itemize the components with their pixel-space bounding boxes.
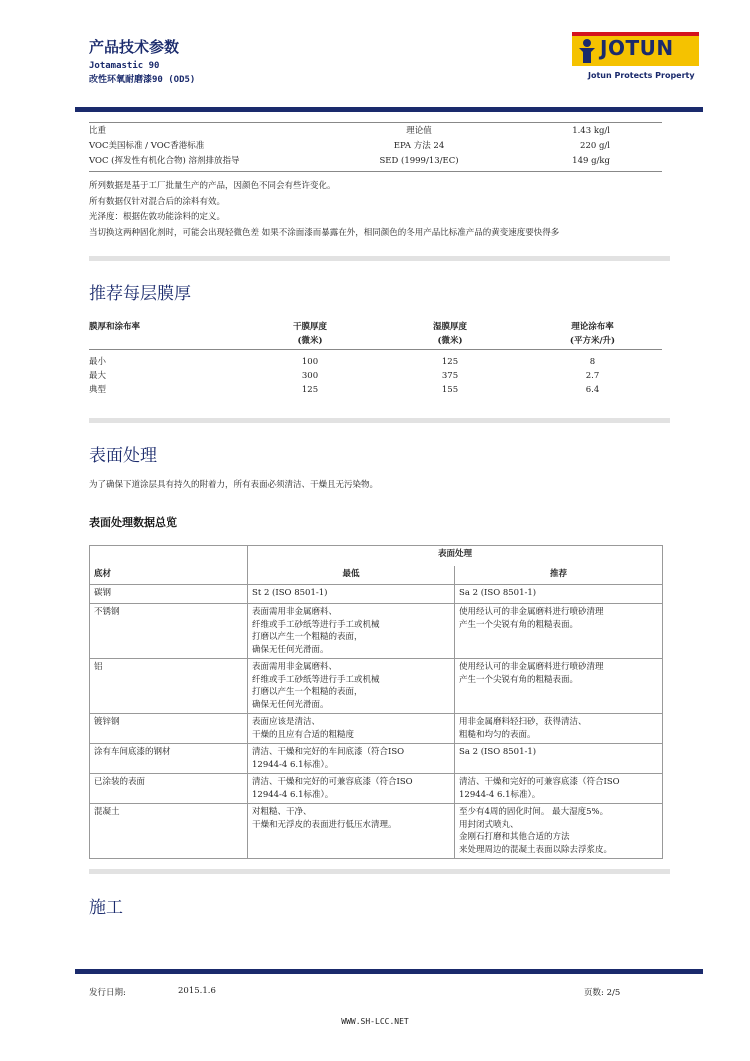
row-wft: 375	[441, 371, 459, 381]
table-row	[90, 744, 663, 774]
logo-wordmark: JOTUN	[600, 36, 674, 60]
surface-minimum-cell: 表面需用非金属磨料、 纤维或手工砂纸等进行手工或机械 打磨以产生一个粗糙的表面， 确保无任何光滑面。	[248, 659, 455, 714]
issue-date-label: 发行日期:	[89, 988, 126, 998]
surface-minimum-cell: St 2 (ISO 8501-1)	[248, 585, 455, 604]
note-line: 当切换这两种固化剂时，可能会出现轻微色差 如果不涂面漆而暴露在外，相同颜色的冬用产品比标准产品的黄变速度要快得多	[89, 227, 560, 238]
spec-row	[89, 154, 610, 169]
surface-substrate-cell: 涂有车间底漆的钢材	[90, 744, 248, 774]
spec-row	[89, 124, 610, 139]
row-wft: 155	[441, 385, 459, 395]
dft-header-line1: 干膜厚度	[292, 322, 327, 332]
surface-substrate-cell: 碳钢	[90, 585, 248, 604]
table-row	[89, 355, 649, 369]
surface-recommended-cell: Sa 2 (ISO 8501-1)	[455, 585, 663, 604]
note-line: 光泽度：根据佐敦功能涂料的定义。	[89, 212, 226, 222]
surface-recommended-cell: 使用经认可的非金属磨料进行喷砂清理 产生一个尖锐有角的粗糙表面。	[455, 604, 663, 659]
table-row	[90, 804, 663, 859]
row-rate: 2.7	[585, 371, 600, 381]
spec-bottom-rule	[89, 171, 662, 172]
surface-intro: 为了确保下道涂层具有持久的附着力，所有表面必须清洁、干燥且无污染物。	[89, 480, 379, 490]
product-name: Jotamastic 90	[89, 61, 160, 71]
spec-label: 比重	[89, 126, 107, 136]
recommended-header: 推荐	[455, 566, 663, 585]
section-divider	[89, 256, 670, 261]
thickness-col-header-rate	[545, 320, 640, 348]
spec-method: EPA 方法 24	[393, 141, 445, 151]
surface-substrate-cell: 不锈钢	[90, 604, 248, 659]
row-rate: 6.4	[585, 385, 600, 395]
row-wft: 125	[441, 357, 459, 367]
thickness-col-header-1: 膜厚和涂布率	[89, 322, 141, 332]
surface-summary-heading: 表面处理数据总览	[89, 516, 177, 529]
header-divider	[75, 107, 703, 112]
dft-header-line2: (微米)	[297, 336, 323, 346]
minimum-header: 最低	[248, 566, 455, 585]
table-row	[89, 383, 649, 397]
notes-block	[89, 179, 559, 241]
spec-value: 220 g/l	[580, 141, 610, 151]
rate-header-line2: (平方米/升)	[569, 336, 616, 346]
table-row	[89, 369, 649, 383]
surface-table	[89, 545, 663, 859]
surface-minimum-cell: 清洁、干燥和完好的车间底漆（符合ISO 12944-4 6.1标准）。	[248, 744, 455, 774]
surface-minimum-cell: 表面需用非金属磨料、 纤维或手工砂纸等进行手工或机械 打磨以产生一个粗糙的表面， 确保无任何光滑面。	[248, 604, 455, 659]
thickness-header-rule	[89, 349, 662, 350]
section-divider	[89, 869, 670, 874]
group-header: 表面处理	[248, 546, 663, 567]
wft-header-line1: 湿膜厚度	[432, 322, 467, 332]
section-heading-thickness: 推荐每层膜厚	[89, 284, 191, 304]
surface-recommended-cell: 用非金属磨料轻扫砂，获得清洁、 粗糙和均匀的表面。	[455, 714, 663, 744]
page-number: 页数: 2/5	[584, 988, 621, 998]
table-header-row	[90, 566, 663, 585]
surface-minimum-cell: 清洁、干燥和完好的可兼容底漆（符合ISO 12944-4 6.1标准）。	[248, 774, 455, 804]
row-dft: 300	[301, 371, 319, 381]
thickness-col-header-dft	[270, 320, 350, 348]
note-line: 所有数据仅针对混合后的涂料有效。	[89, 196, 226, 207]
surface-minimum-cell: 表面应该是清洁、 干燥的且应有合适的粗糙度	[248, 714, 455, 744]
surface-recommended-cell: Sa 2 (ISO 8501-1)	[455, 744, 663, 774]
spec-value: 1.43 kg/l	[572, 126, 610, 136]
surface-substrate-cell: 镀锌钢	[90, 714, 248, 744]
thickness-col-header-wft	[410, 320, 490, 348]
row-dft: 125	[301, 385, 319, 395]
surface-substrate-cell: 铝	[90, 659, 248, 714]
row-dft: 100	[301, 357, 319, 367]
substrate-header: 底材	[90, 566, 248, 585]
table-header-row	[90, 546, 663, 567]
surface-minimum-cell: 对粗糙、干净、 干燥和无浮皮的表面进行低压水清理。	[248, 804, 455, 859]
footer-divider	[75, 969, 703, 974]
surface-substrate-cell: 混凝土	[90, 804, 248, 859]
spec-value: 149 g/kg	[572, 156, 610, 166]
logo-tagline: Jotun Protects Property	[588, 71, 695, 80]
surface-recommended-cell: 至少有4周的固化时间。 最大湿度5%。 用封闭式喷丸、 金刚石打磨和其他合适的方法 来处理周边的混凝土表面以除去浮浆皮。	[455, 804, 663, 859]
row-label: 最大	[89, 371, 107, 381]
spec-label: VOC美国标准 / VOC香港标准	[89, 141, 205, 151]
section-divider	[89, 418, 670, 423]
table-row	[90, 604, 663, 659]
spec-row	[89, 139, 610, 154]
table-row	[90, 714, 663, 744]
jotun-figure-icon	[576, 38, 598, 64]
row-label: 典型	[89, 385, 107, 395]
section-heading-application: 施工	[89, 898, 123, 918]
watermark-url: WWW.SH-LCC.NET	[341, 1017, 409, 1026]
wft-header-line2: (微米)	[437, 336, 463, 346]
row-label: 最小	[89, 357, 107, 367]
surface-recommended-cell: 使用经认可的非金属磨料进行喷砂清理 产生一个尖锐有角的粗糙表面。	[455, 659, 663, 714]
thickness-rows	[89, 355, 649, 397]
table-row	[90, 774, 663, 804]
spec-label: VOC (挥发性有机化合物) 溶剂排放指导	[89, 156, 240, 166]
table-row	[90, 585, 663, 604]
issue-date-value: 2015.1.6	[178, 986, 216, 996]
surface-substrate-cell: 已涂装的表面	[90, 774, 248, 804]
note-line: 所列数据是基于工厂批量生产的产品，因颜色不同会有些许变化。	[89, 181, 336, 191]
product-subtitle: 改性环氧耐磨漆90 (OD5)	[89, 75, 196, 85]
spec-method: 理论值	[406, 126, 432, 136]
empty-corner-cell	[90, 546, 248, 567]
row-rate: 8	[589, 357, 596, 367]
section-heading-surface: 表面处理	[89, 446, 157, 466]
rate-header-line1: 理论涂布率	[571, 322, 614, 332]
table-row	[90, 659, 663, 714]
spec-top-rule	[89, 122, 662, 123]
spec-method: SED (1999/13/EC)	[379, 156, 459, 166]
document-title: 产品技术参数	[89, 38, 180, 56]
surface-recommended-cell: 清洁、干燥和完好的可兼容底漆（符合ISO 12944-4 6.1标准）。	[455, 774, 663, 804]
